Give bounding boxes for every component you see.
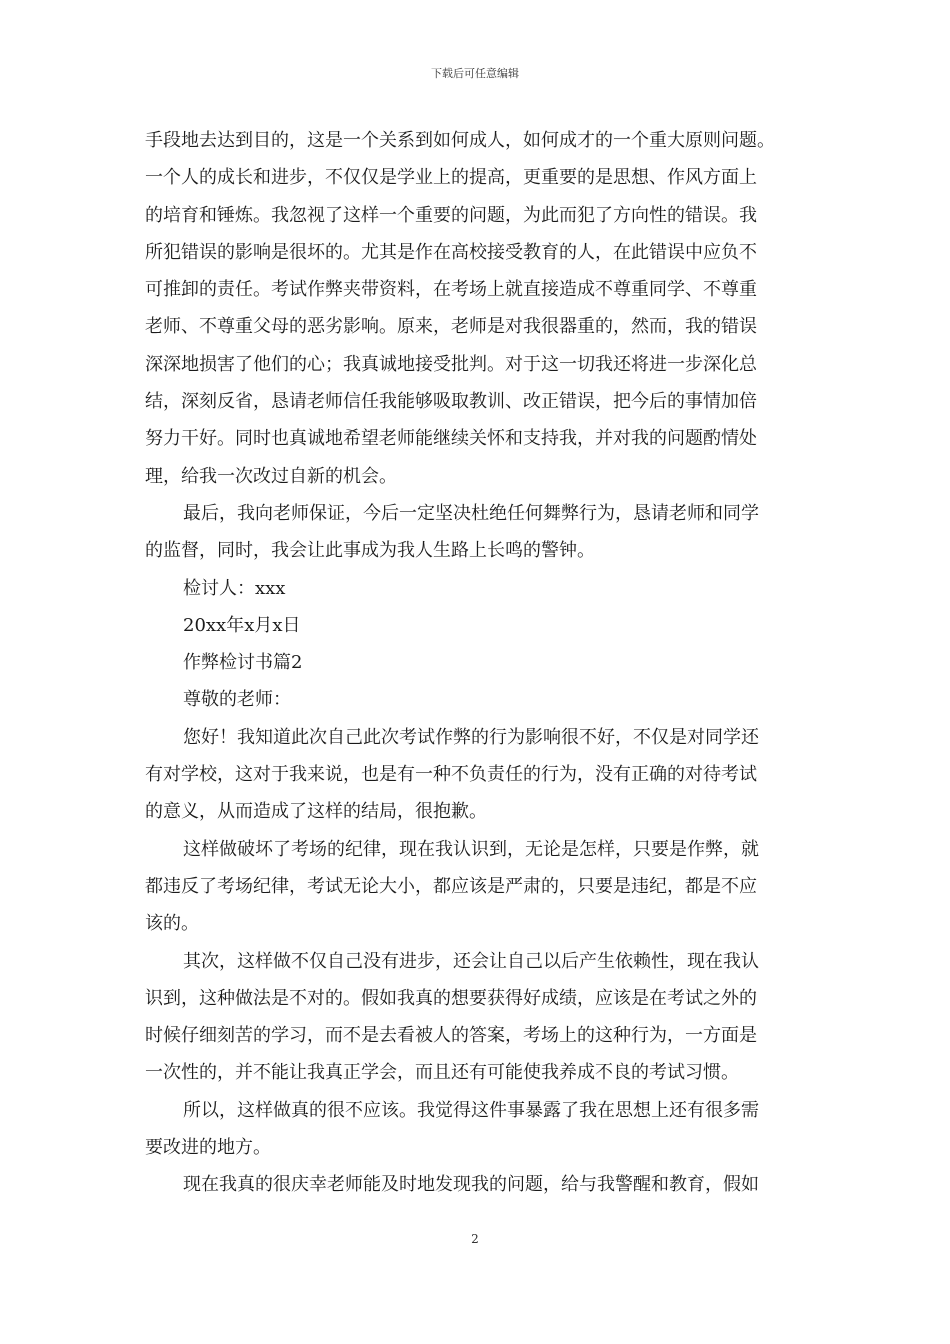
text-line: 结，深刻反省，恳请老师信任我能够吸取教训、改正错误，把今后的事情加倍: [145, 391, 757, 413]
text-line: 20xx年x月x日: [183, 614, 301, 636]
text-line: 检讨人：xxx: [183, 577, 286, 599]
text-line: 老师、不尊重父母的恶劣影响。原来，老师是对我很器重的，然而，我的错误: [145, 316, 757, 338]
text-line: 都违反了考场纪律，考试无论大小，都应该是严肃的，只要是违纪，都是不应: [145, 875, 757, 897]
page-number: 2: [471, 1232, 479, 1246]
text-line: 努力干好。同时也真诚地希望老师能继续关怀和支持我，并对我的问题酌情处: [145, 428, 757, 450]
text-line: 所以，这样做真的很不应该。我觉得这件事暴露了我在思想上还有很多需: [183, 1099, 759, 1121]
text-line: 所犯错误的影响是很坏的。尤其是作在高校接受教育的人，在此错误中应负不: [145, 241, 757, 263]
text-line: 要改进的地方。: [145, 1137, 271, 1159]
text-line: 作弊检讨书篇2: [183, 652, 303, 674]
text-line: 的监督，同时，我会让此事成为我人生路上长鸣的警钟。: [145, 540, 595, 562]
document-body: [145, 122, 809, 1204]
text-line: 该的。: [145, 913, 199, 935]
text-line: 可推卸的责任。考试作弊夹带资料，在考场上就直接造成不尊重同学、不尊重: [145, 279, 757, 301]
text-line: 您好！我知道此次自己此次考试作弊的行为影响很不好，不仅是对同学还: [183, 726, 759, 748]
text-line: 尊敬的老师：: [183, 689, 291, 711]
text-line: 有对学校，这对于我来说，也是有一种不负责任的行为，没有正确的对待考试: [145, 764, 757, 786]
text-line: 理，给我一次改过自新的机会。: [145, 465, 397, 487]
page-header: 下载后可任意编辑: [431, 67, 519, 80]
text-line: 这样做破坏了考场的纪律，现在我认识到，无论是怎样，只要是作弊，就: [183, 838, 759, 860]
text-line: 的意义，从而造成了这样的结局，很抱歉。: [145, 801, 487, 823]
text-line: 识到，这种做法是不对的。假如我真的想要获得好成绩，应该是在考试之外的: [145, 987, 757, 1009]
text-line: 一个人的成长和进步，不仅仅是学业上的提高，更重要的是思想、作风方面上: [145, 167, 757, 189]
text-line: 最后，我向老师保证，今后一定坚决杜绝任何舞弊行为，恳请老师和同学: [183, 502, 759, 524]
text-line: 一次性的，并不能让我真正学会，而且还有可能使我养成不良的考试习惯。: [145, 1062, 739, 1084]
text-line: 其次，这样做不仅自己没有进步，还会让自己以后产生依赖性，现在我认: [183, 950, 759, 972]
text-line: 的培育和锤炼。我忽视了这样一个重要的问题，为此而犯了方向性的错误。我: [145, 204, 757, 226]
text-line: 手段地去达到目的，这是一个关系到如何成人，如何成才的一个重大原则问题。: [145, 130, 775, 151]
text-line: 深深地损害了他们的心；我真诚地接受批判。对于这一切我还将进一步深化总: [145, 353, 757, 375]
text-line: 时候仔细刻苦的学习，而不是去看被人的答案，考场上的这种行为，一方面是: [145, 1025, 757, 1047]
text-line: 现在我真的很庆幸老师能及时地发现我的问题，给与我警醒和教育，假如: [183, 1174, 759, 1196]
